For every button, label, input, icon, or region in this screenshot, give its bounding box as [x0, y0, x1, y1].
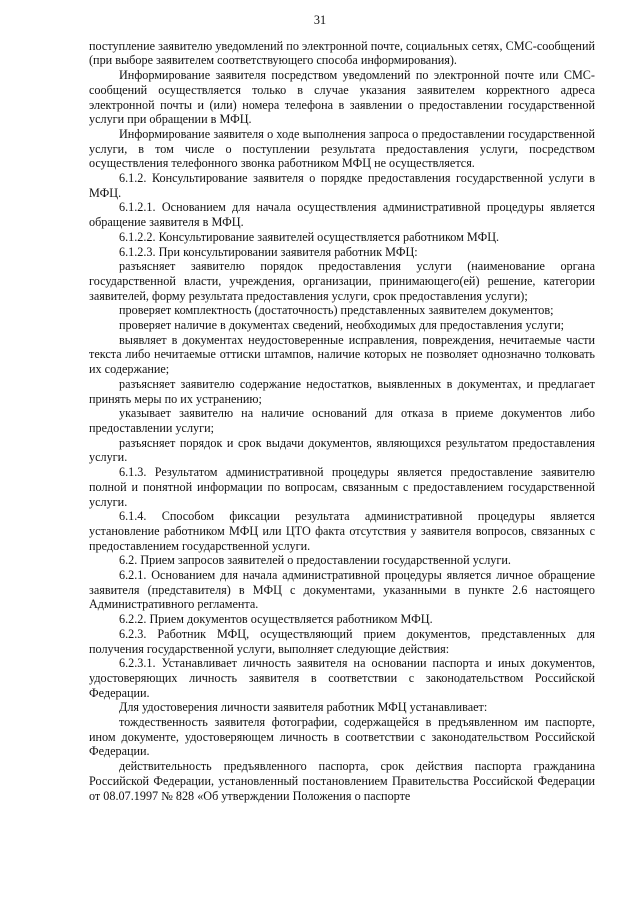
paragraph: Информирование заявителя посредством уведомлений по электронной почте или СМС-сообщений осуществляется только в случае указания заявителем корректного адреса электронной почты и (или) номера телефона в заявлении о предоставлении государственной услуги при обращении в МФЦ.	[89, 68, 595, 127]
paragraph: 6.2.1. Основанием для начала административной процедуры является личное обращение заявителя (представителя) в МФЦ с документами, указанными в пункте 2.6 настоящего Административного регламента.	[89, 568, 595, 612]
section-heading: 6.1.2. Консультирование заявителя о порядке предоставления государственной услуги в МФЦ.	[89, 171, 595, 200]
paragraph: 6.1.2.2. Консультирование заявителей осуществляется работником МФЦ.	[119, 229, 500, 244]
paragraph: Информирование заявителя о ходе выполнения запроса о предоставлении государственной услуги, в том числе о поступлении результата предоставления услуги, посредством осуществления телефонного звонка работником МФЦ не осуществляется.	[89, 126, 595, 171]
list-item: проверяет комплектность (достаточность) представленных заявителем документов;	[119, 303, 554, 318]
paragraph: 6.1.3. Результатом административной процедуры является предоставление заявителю полной и понятной информации по вопросам, связанным с предоставлением государственной услуги.	[89, 465, 595, 509]
paragraph: 6.1.2.1. Основанием для начала осуществления административной процедуры является обращение заявителя в МФЦ.	[89, 200, 595, 230]
list-item: действительность предъявленного паспорта, срок действия паспорта гражданина Российской Федерации, установленный постановлением Правительства Российской Федерации от 08.07.1997 № 828 «Об утверждении Положения о паспорте	[89, 759, 595, 803]
list-item: разъясняет порядок и срок выдачи документов, являющихся результатом предоставления услуги.	[89, 435, 595, 465]
paragraph: 6.1.4. Способом фиксации результата административной процедуры является установление работником МФЦ или ЦТО факта отсутствия у заявителя вопросов, связанных с предоставлением государственной услуги.	[89, 509, 595, 553]
list-item: тождественность заявителя фотографии, содержащейся в предъявленном им паспорте, ином документе, удостоверяющем личность в соответствии с законодательством Российской Федерации.	[89, 715, 595, 759]
paragraph: поступление заявителю уведомлений по электронной почте, социальных сетях, СМС-сообщений (при выборе заявителем соответствующего способа информирования).	[89, 38, 595, 68]
paragraph: Для удостоверения личности заявителя работник МФЦ устанавливает:	[119, 700, 488, 715]
paragraph: 6.1.2.3. При консультировании заявителя работник МФЦ:	[119, 244, 418, 259]
list-item: разъясняет заявителю порядок предоставления услуги (наименование органа государственной власти, учреждения, организации, принимающего(ей) решение, категории заявителей, форму результата предоставления услуги, срок предоставления услуги);	[89, 259, 595, 303]
page-number: 31	[313, 13, 327, 27]
list-item: проверяет наличие в документах сведений, необходимых для предоставления услуги;	[119, 318, 565, 333]
paragraph: 6.2.3. Работник МФЦ, осуществляющий прием документов, представленных для получения государственной услуги, выполняет следующие действия:	[89, 626, 595, 656]
list-item: выявляет в документах неудостоверенные исправления, повреждения, нечитаемые части текста либо нечитаемые оттиски штампов, наличие которых не позволяет однозначно толковать их содержание;	[89, 332, 595, 377]
section-heading: 6.2. Прием запросов заявителей о предоставлении государственной услуги.	[119, 553, 511, 568]
paragraph: 6.2.2. Прием документов осуществляется работником МФЦ.	[119, 612, 433, 627]
paragraph: 6.2.3.1. Устанавливает личность заявителя на основании паспорта и иных документов, удостоверяющих личность заявителя в соответствии с законодательством Российской Федерации.	[89, 656, 595, 700]
list-item: указывает заявителю на наличие оснований для отказа в приеме документов либо предоставлении услуги;	[89, 406, 595, 435]
list-item: разъясняет заявителю содержание недостатков, выявленных в документах, и предлагает принять меры по их устранению;	[89, 376, 595, 406]
